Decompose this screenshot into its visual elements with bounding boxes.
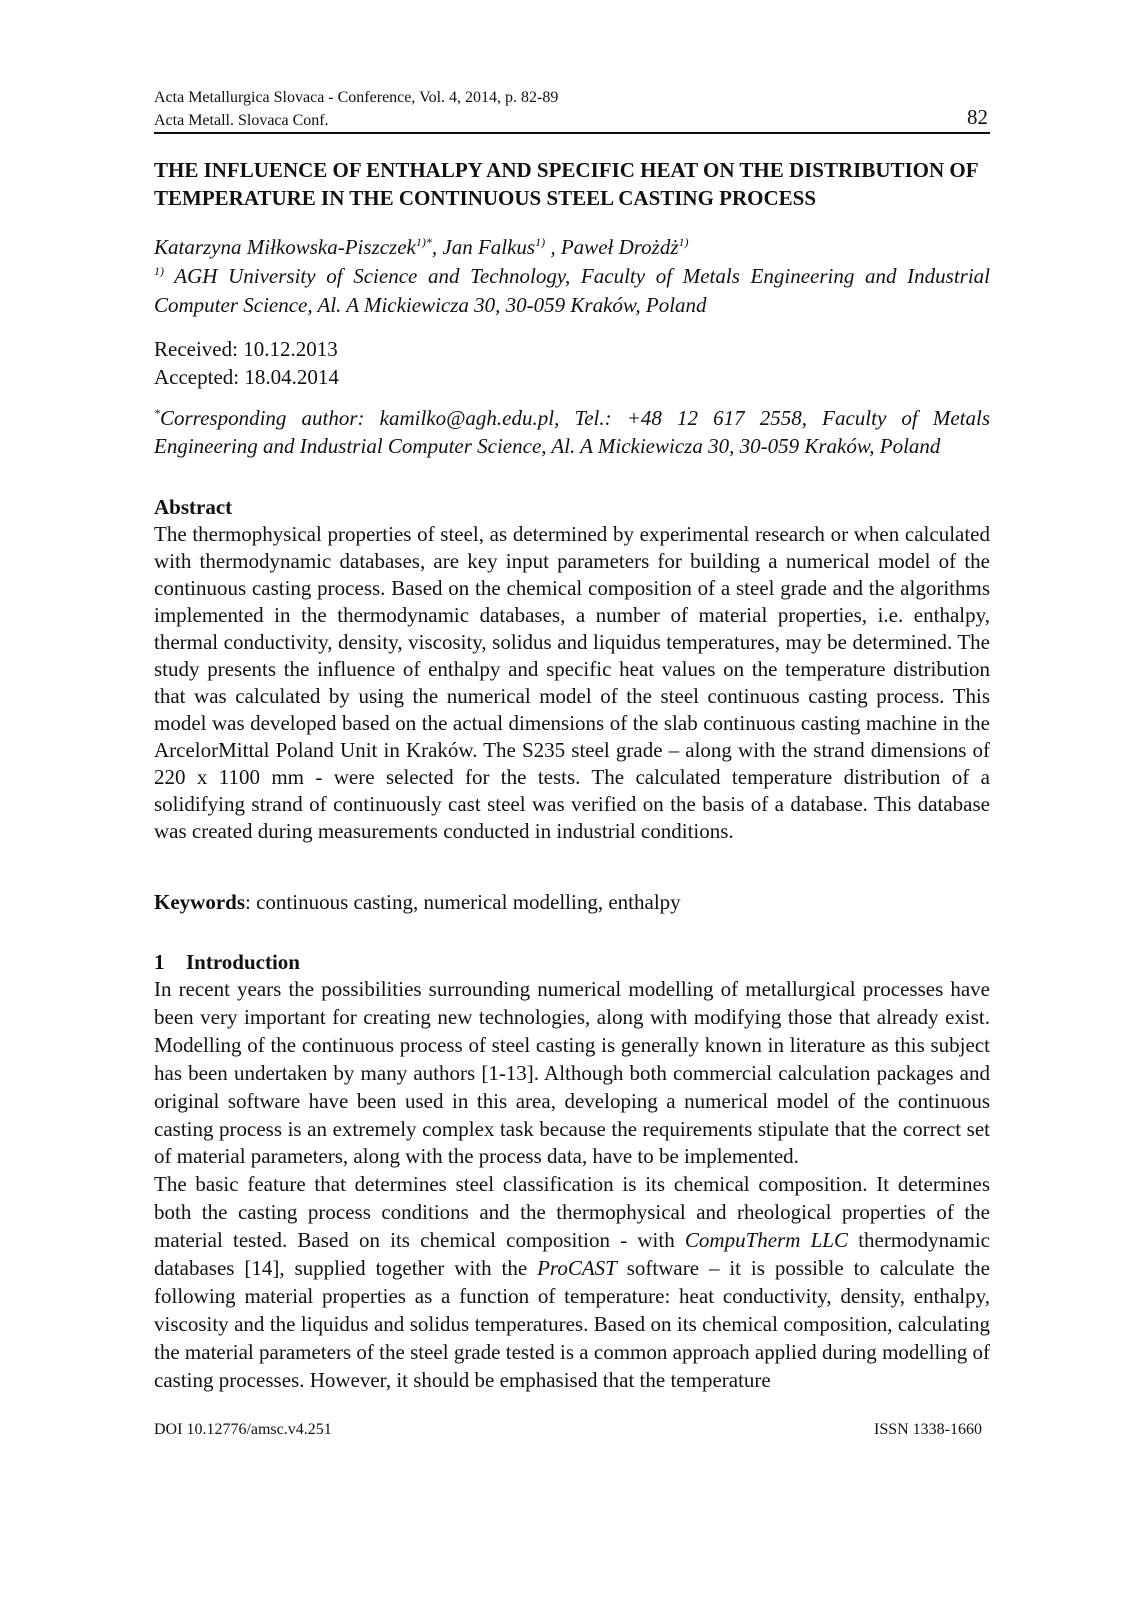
author-affiliation-mark: 1) xyxy=(535,235,546,249)
keywords-label: Keywords xyxy=(154,890,245,914)
introduction-paragraph-2 xyxy=(154,1171,990,1394)
corresponding-author xyxy=(154,404,990,460)
author-separator: , xyxy=(545,235,561,259)
author-name: Katarzyna Miłkowska-Piszczek xyxy=(154,235,416,259)
keywords-text: : continuous casting, numerical modelling, enthalpy xyxy=(245,890,681,914)
accepted-date: Accepted: 18.04.2014 xyxy=(154,365,339,389)
affiliation-text: AGH University of Science and Technology, Faculty of Metals Engineering and Industrial Computer Science, Al. A Mickiewicza 30, 30-059 Kraków, Poland xyxy=(154,264,990,317)
section-number: 1 xyxy=(154,950,165,974)
affiliation xyxy=(154,262,990,320)
software-name: CompuTherm LLC xyxy=(684,1228,848,1253)
page-number: 82 xyxy=(967,105,988,129)
abstract-text: The thermophysical properties of steel, as determined by experimental research or when calculated with thermodynamic databases, are key input parameters for building a numerical model of the continuous casting process. Based on the chemical composition of a steel grade and the algorithms implemented in the thermodynamic databases, a number of material properties, i.e. enthalpy, thermal conductivity, density, viscosity, solidus and liquidus temperatures, may be determined. The study presents the influence of enthalpy and specific heat values on the temperature distribution that was calculated by using the numerical model of the steel continuous casting process. This model was developed based on the actual dimensions of the slab continuous casting machine in the ArcelorMittal Poland Unit in Kraków. The S235 steel grade – along with the strand dimensions of 220 x 1100 mm - were selected for the tests. The calculated temperature distribution of a solidifying strand of continuously cast steel was verified on the basis of a database. This database was created during measurements conducted in industrial conditions. xyxy=(154,522,990,843)
corresponding-mark: * xyxy=(154,406,160,420)
header-rule xyxy=(154,132,990,134)
journal-citation: Acta Metallurgica Slovaca - Conference, Vol. 4, 2014, p. 82-89 xyxy=(154,89,559,106)
section-title: Introduction xyxy=(186,950,300,974)
paper-page xyxy=(154,0,990,1600)
paragraph-text: The basic feature that determines steel classification is its chemical composition. It determines both the casting process conditions and the thermophysical and rheological properties of the material tested. Based on its chemical composition - with xyxy=(154,1172,990,1253)
abstract-heading: Abstract xyxy=(154,495,233,519)
author-block xyxy=(154,233,990,320)
author-name: Paweł Drożdż xyxy=(560,235,679,259)
submission-dates xyxy=(154,335,990,391)
author-affiliation-mark: 1) xyxy=(678,235,689,249)
author-list xyxy=(154,233,990,262)
author-affiliation-mark: 1)* xyxy=(415,235,432,249)
introduction-heading xyxy=(154,949,990,976)
author-name: Jan Falkus xyxy=(442,235,536,259)
abstract-section xyxy=(154,494,990,845)
introduction-section xyxy=(154,949,990,1395)
paper-title: THE INFLUENCE OF ENTHALPY AND SPECIFIC HEAT ON THE DISTRIBUTION OF TEMPERATURE IN THE CONTINUOUS STEEL CASTING PROCESS xyxy=(154,158,978,210)
paragraph-text: software – it is possible to calculate the following material properties as a function of temperature: heat conductivity, density, enthalpy, viscosity and the liquidus and solidus temperatures. Based on its chemical composition, calculating the material parameters of the steel grade tested is a common approach applied during modelling of casting processes. However, it should be emphasised that the temperature xyxy=(154,1256,990,1392)
affiliation-mark: 1) xyxy=(154,264,164,278)
page-footer xyxy=(154,1420,990,1440)
doi: DOI 10.12776/amsc.v4.251 xyxy=(154,1421,332,1438)
software-name: ProCAST xyxy=(537,1256,617,1281)
corresponding-text: Corresponding author: kamilko@agh.edu.pl, Tel.: +48 12 617 2558, Faculty of Metals Engineering and Industrial Computer Science, Al. A Mickiewicza 30, 30-059 Kraków, Poland xyxy=(154,406,990,458)
received-date: Received: 10.12.2013 xyxy=(154,337,338,361)
paragraph-text: thermodynamic databases [14], supplied together with the xyxy=(154,1228,990,1281)
keywords xyxy=(154,888,990,916)
journal-abbreviation: Acta Metall. Slovaca Conf. xyxy=(154,112,329,129)
issn: ISSN 1338-1660 xyxy=(873,1421,982,1438)
running-header xyxy=(154,86,990,132)
introduction-paragraph-1: In recent years the possibilities surrounding numerical modelling of metallurgical processes have been very important for creating new technologies, along with modifying those that already exist. Modelling of the continuous process of steel casting is generally known in literature as this subject has been undertaken by many authors [1-13]. Although both commercial calculation packages and original software have been used in this area, developing a numerical model of the continuous casting process is an extremely complex task because the requirements stipulate that the correct set of material parameters, along with the process data, have to be implemented. xyxy=(154,977,990,1169)
author-separator: , xyxy=(431,235,443,259)
